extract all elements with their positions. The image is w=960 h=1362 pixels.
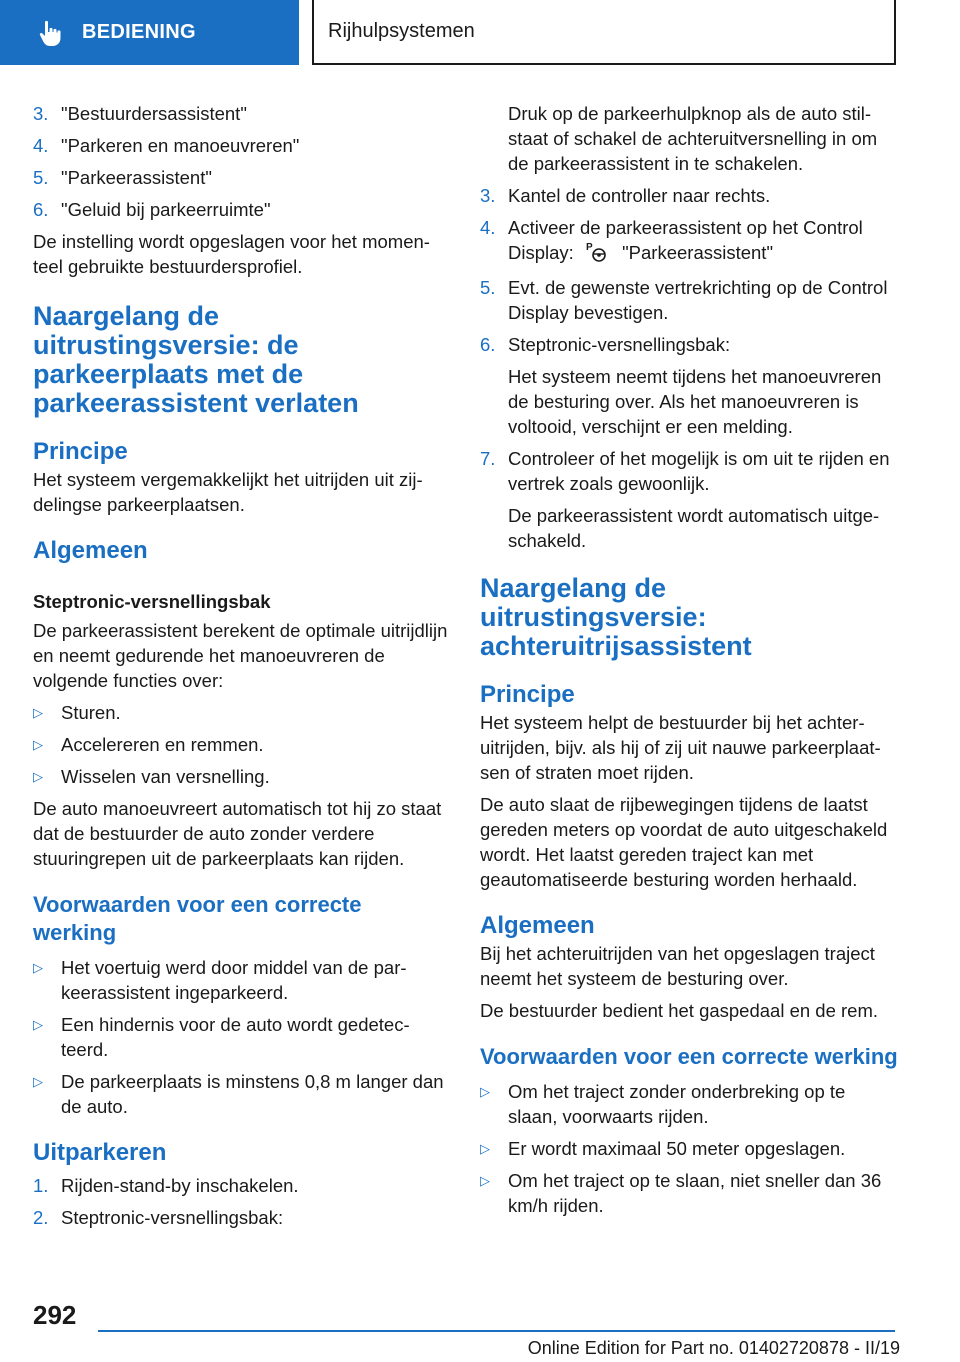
list-item: [480, 332, 898, 357]
subheading: Voorwaarden voor een correcte werking: [33, 892, 362, 945]
section-tab: [0, 0, 299, 65]
step-number: 1.: [33, 1175, 49, 1196]
bullet-item: [33, 955, 448, 1005]
list-item: [480, 215, 898, 268]
list-item: [33, 133, 448, 158]
step-number: 7.: [480, 448, 496, 469]
bullet-item: [33, 1012, 448, 1062]
step-number: 3.: [33, 103, 49, 124]
chapter-header: [312, 0, 896, 65]
bullet-item: [480, 1079, 898, 1129]
svg-text:P: P: [585, 242, 593, 253]
bullet-item: [33, 1069, 448, 1119]
step-number: 3.: [480, 185, 496, 206]
parking-assistant-icon: [585, 240, 607, 268]
bullet-item: [33, 700, 448, 725]
list-item: [33, 101, 448, 126]
step-number: 4.: [33, 135, 49, 156]
bold-subheading: Steptronic-versnellingsbak: [33, 591, 271, 612]
list-item: [480, 275, 898, 325]
step-number: 2.: [33, 1207, 49, 1228]
paragraph: De instelling wordt opgeslagen voor het momenteel gebruikte bestuurdersprofiel.: [33, 231, 430, 277]
bullet-text: Accelereren en remmen.: [61, 734, 264, 755]
bullet-item: [33, 764, 448, 789]
list-item: [33, 197, 448, 222]
step-number: 5.: [33, 167, 49, 188]
bullet-text: Het voertuig werd door middel van de parkeerassistent ingeparkeerd.: [61, 957, 407, 1003]
paragraph: De auto manoeuvreert automatisch tot hij zo staat dat de bestuurder de auto zonder verdere stuuringrepen uit de parkeerplaats kan rijden.: [33, 798, 442, 869]
list-item: [480, 446, 898, 496]
triangle-bullet-icon: ▷: [33, 769, 43, 784]
step-text: Rijden-stand-by inschakelen.: [61, 1175, 299, 1196]
list-item: [33, 165, 448, 190]
bullet-text: Om het traject zonder onderbreking op te slaan, voorwaarts rijden.: [508, 1081, 846, 1127]
subheading: Voorwaarden voor een correcte werking: [480, 1044, 898, 1069]
bullet-item: [480, 1136, 898, 1161]
step-text: Steptronic-versnellingsbak:: [61, 1207, 284, 1228]
paragraph: Het systeem vergemakkelijkt het uitrijden uit zijdelingse parkeerplaatsen.: [33, 469, 423, 515]
right-column: [480, 101, 898, 1225]
step-text: "Bestuurdersassistent": [61, 103, 247, 124]
step-text: Controleer of het mogelijk is om uit te rijden en vertrek zoals gewoonlijk.: [508, 448, 890, 494]
step-text: "Geluid bij parkeerruimte": [61, 199, 271, 220]
triangle-bullet-icon: ▷: [33, 960, 43, 975]
subheading: Algemeen: [480, 912, 595, 939]
paragraph: De parkeerassistent berekent de optimale uitrijdlijn en neemt gedurende het manoeuvreren de volgende functies over:: [33, 620, 448, 691]
subheading: Principe: [33, 438, 128, 465]
step-text: "Parkeerassistent": [61, 167, 212, 188]
triangle-bullet-icon: ▷: [33, 1074, 43, 1089]
step-number: 6.: [33, 199, 49, 220]
list-item: [33, 1173, 448, 1198]
bullet-text: Om het traject op te slaan, niet sneller dan 36 km/h rijden.: [508, 1170, 882, 1216]
step-continuation: Druk op de parkeerhulpknop als de auto stilstaat of schakel de achteruitversnelling in om de parkeerassistent in te schakelen.: [508, 103, 878, 174]
step-text: "Parkeren en manoeuvreren": [61, 135, 300, 156]
section-label: BEDIENING: [82, 21, 196, 43]
list-item: [33, 1205, 448, 1230]
triangle-bullet-icon: ▷: [33, 1017, 43, 1032]
hand-pointer-icon: [36, 18, 66, 48]
bullet-text: De parkeerplaats is minstens 0,8 m langer dan de auto.: [61, 1071, 444, 1117]
list-item: [480, 183, 898, 208]
triangle-bullet-icon: ▷: [33, 705, 43, 720]
subheading: Principe: [480, 681, 575, 708]
section-heading: Naargelang de uitrustingsversie: de parkeerplaats met de parkeerassistent verlaten: [33, 301, 359, 418]
paragraph: Bij het achteruitrijden van het opgeslagen traject neemt het systeem de besturing over.: [480, 943, 875, 989]
bullet-text: Een hindernis voor de auto wordt gedetecteerd.: [61, 1014, 410, 1060]
paragraph: De bestuurder bedient het gaspedaal en de rem.: [480, 1000, 879, 1021]
subheading: Algemeen: [33, 537, 148, 564]
step-number: 5.: [480, 277, 496, 298]
step-continuation: Het systeem neemt tijdens het manoeuvreren de besturing over. Als het manoeuvreren is voltooid, verschijnt er een melding.: [508, 366, 882, 437]
bullet-text: Er wordt maximaal 50 meter opgeslagen.: [508, 1138, 846, 1159]
triangle-bullet-icon: ▷: [480, 1173, 490, 1188]
footer-divider: [98, 1330, 895, 1332]
bullet-item: [480, 1168, 898, 1218]
bullet-text: Sturen.: [61, 702, 121, 723]
step-text: Kantel de controller naar rechts.: [508, 185, 771, 206]
step-number: 6.: [480, 334, 496, 355]
page-number: 292: [33, 1300, 77, 1330]
triangle-bullet-icon: ▷: [480, 1141, 490, 1156]
step-number: 4.: [480, 217, 496, 238]
step-text: Steptronic-versnellingsbak:: [508, 334, 731, 355]
chapter-title: Rijhulpsystemen: [328, 20, 475, 42]
triangle-bullet-icon: ▷: [33, 737, 43, 752]
edition-note: Online Edition for Part no. 01402720878 - II/19: [527, 1338, 900, 1358]
left-column: [33, 101, 448, 1237]
bullet-text: Wisselen van versnelling.: [61, 766, 270, 787]
bullet-item: [33, 732, 448, 757]
step-continuation: De parkeerassistent wordt automatisch uitgeschakeld.: [508, 505, 880, 551]
paragraph: Het systeem helpt de bestuurder bij het achteruitrijden, bijv. als hij of zij uit nauwe parkeerplaatsen of straten moet rijden.: [480, 712, 881, 783]
section-heading: Naargelang de uitrustingsversie: achteruitrijsassistent: [480, 573, 752, 661]
menu-label: "Parkeerassistent": [622, 242, 774, 263]
paragraph: De auto slaat de rijbewegingen tijdens de laatst gereden meters op voordat de auto uitgeschakeld wordt. Het laatst gereden traject kan met geautomatiseerde besturing worden herhaald.: [480, 794, 888, 890]
step-text: Evt. de gewenste vertrekrichting op de Control Display bevestigen.: [508, 277, 888, 323]
subheading: Uitparkeren: [33, 1139, 167, 1166]
step-text: Activeer de parkeerassistent op het Control Display:: [508, 217, 863, 263]
triangle-bullet-icon: ▷: [480, 1084, 490, 1099]
